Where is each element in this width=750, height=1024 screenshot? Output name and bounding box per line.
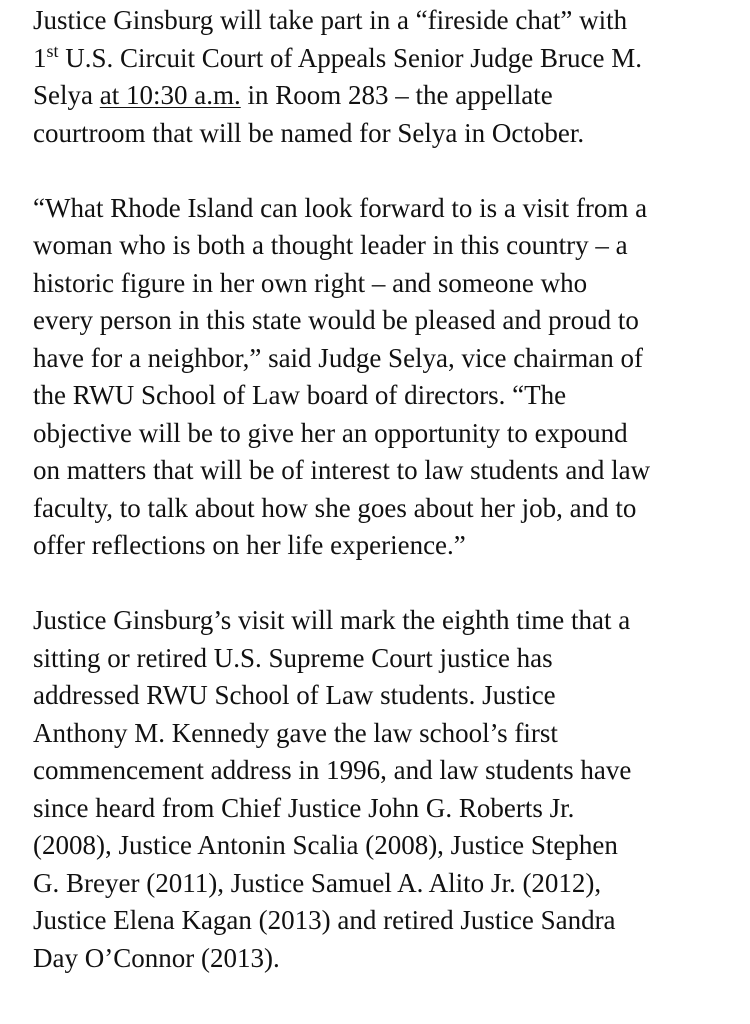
paragraph-justices-history [33,602,734,977]
text-line: since heard from Chief Justice John G. Roberts Jr. [33,792,575,823]
event-time-link[interactable]: at 10:30 a.m. [99,80,241,110]
text-line: offer reflections on her life experience.” [33,530,466,560]
text-line: commencement address in 1996, and law students have [33,755,632,785]
text-line: addressed RWU School of Law students. Justice [33,680,556,710]
text-line: on matters that will be of interest to law students and law [33,455,651,485]
text-line: “What Rhode Island can look forward to is a visit from a [33,192,648,223]
text-line: historic figure in her own right – and someone who [33,267,588,298]
text-line: U.S. Circuit Court of Appeals Senior Judge Bruce M. [58,42,642,73]
text-line: Anthony M. Kennedy gave the law school’s first [33,717,558,748]
ordinal-superscript: st [46,40,59,61]
paragraph-fireside-chat [33,2,734,152]
text-line: Justice Ginsburg will take part in a “fireside chat” with [33,5,628,35]
circuit-number: 1 [33,42,47,73]
text-line: Selya [33,80,100,110]
text-line: woman who is both a thought leader in this country – a [33,230,628,260]
text-line: sitting or retired U.S. Supreme Court justice has [33,642,553,673]
paragraph-selya-quote [33,190,734,565]
text-line: in Room 283 – the appellate [240,80,553,110]
text-line: Day O’Connor (2013). [33,942,280,973]
text-line: the RWU School of Law board of directors. “The [33,380,567,410]
text-line: G. Breyer (2011), Justice Samuel A. Alito Jr. (2012), [33,867,602,898]
text-line: courtroom that will be named for Selya in October. [33,117,585,148]
text-line: every person in this state would be pleased and proud to [33,305,639,335]
text-line: faculty, to talk about how she goes about her job, and to [33,492,637,523]
text-line: Justice Ginsburg’s visit will mark the eighth time that a [33,605,631,635]
text-line: objective will be to give her an opportunity to expound [33,417,628,448]
text-line: Justice Elena Kagan (2013) and retired Justice Sandra [33,905,616,935]
text-line: (2008), Justice Antonin Scalia (2008), Justice Stephen [33,830,618,860]
text-line: have for a neighbor,” said Judge Selya, vice chairman of [33,342,643,373]
